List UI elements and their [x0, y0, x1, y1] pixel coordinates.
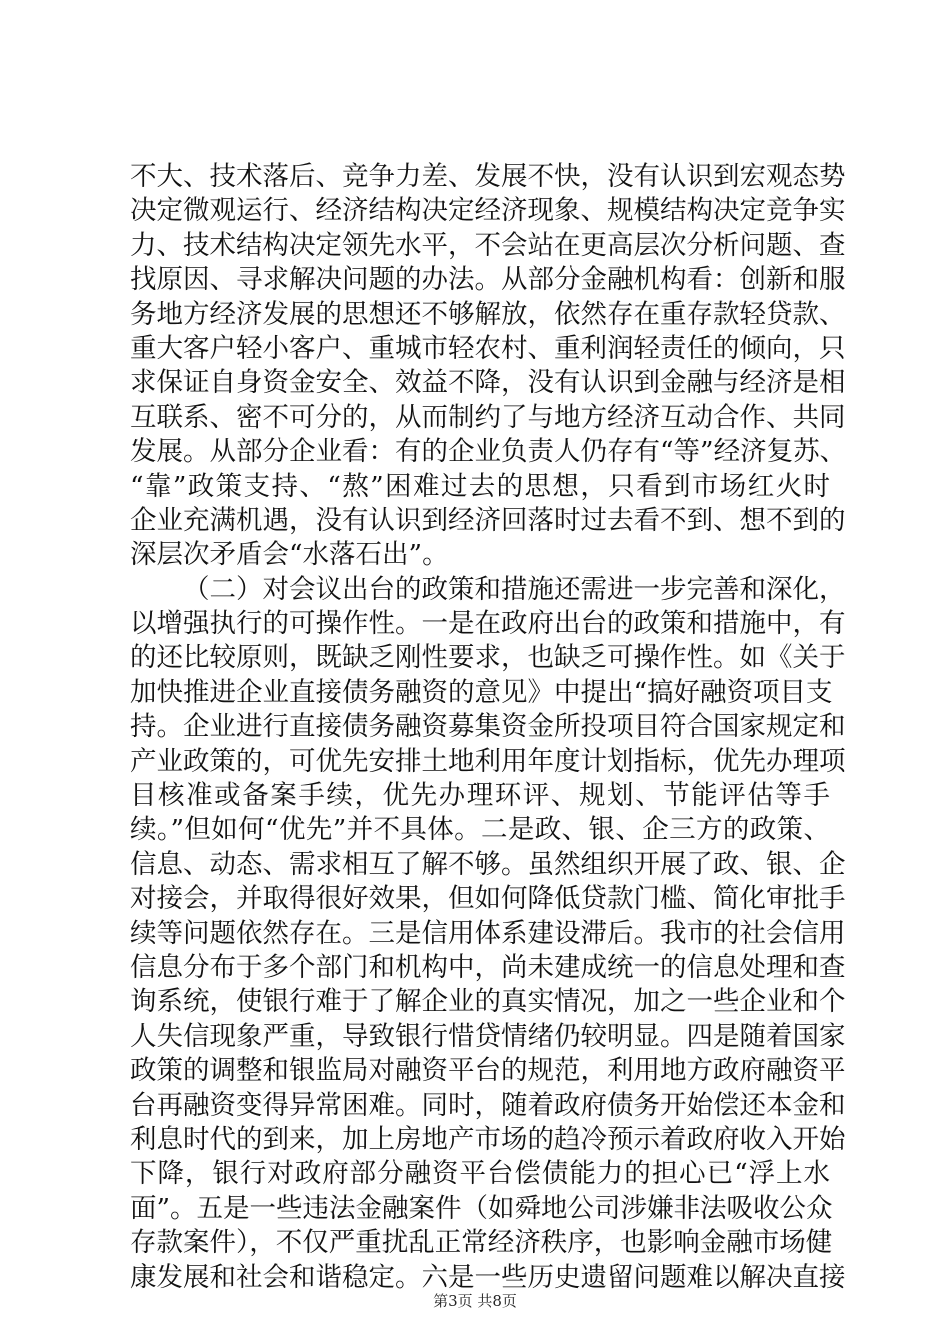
text-line: 企业充满机遇，没有认识到经济回落时过去看不到、想不到的: [130, 504, 846, 536]
page-footer: [0, 1290, 950, 1311]
text-line: （二）对会议出台的政策和措施还需进一步完善和深化，: [183, 573, 846, 605]
text-line: 目核准或备案手续，优先办理环评、规划、节能评估等手: [130, 780, 830, 812]
text-line: 台再融资变得异常困难。同时，随着政府债务开始偿还本金和: [130, 1089, 846, 1121]
text-line: 持。企业进行直接债务融资募集资金所投项目符合国家规定和: [130, 711, 846, 743]
text-line: 决定微观运行、经济结构决定经济现象、规模结构决定竞争实: [130, 195, 846, 227]
text-line: 人失信现象严重，导致银行惜贷情绪仍较明显。四是随着国家: [130, 1020, 846, 1052]
text-line: 下降，银行对政府部分融资平台偿债能力的担心已“浮上水: [130, 1158, 830, 1190]
document-body: [130, 160, 847, 1295]
text-line: 利息时代的到来，加上房地产市场的趋冷预示着政府收入开始: [130, 1123, 846, 1155]
text-line: 找原因、寻求解决问题的办法。从部分金融机构看：创新和服: [130, 264, 846, 296]
text-line: 康发展和社会和谐稳定。六是一些历史遗留问题难以解决直接: [130, 1261, 846, 1293]
paragraph-2: [130, 573, 846, 1295]
text-line: 力、技术结构决定领先水平，不会站在更高层次分析问题、查: [130, 229, 846, 261]
text-line: “靠”政策支持、“熬”困难过去的思想，只看到市场红火时: [130, 470, 830, 502]
text-line: 续。”但如何“优先”并不具体。二是政、银、企三方的政策、: [130, 814, 830, 846]
text-line: 加快推进企业直接债务融资的意见》中提出“搞好融资项目支: [130, 676, 833, 708]
text-line: 的还比较原则，既缺乏刚性要求，也缺乏可操作性。如《关于: [130, 642, 846, 674]
text-line: 询系统，使银行难于了解企业的真实情况，加之一些企业和个: [130, 986, 846, 1018]
text-line: 深层次矛盾会“水落石出”。: [130, 539, 449, 571]
text-line: 以增强执行的可操作性。一是在政府出台的政策和措施中，有: [130, 608, 846, 640]
text-line: 信息、动态、需求相互了解不够。虽然组织开展了政、银、企: [130, 848, 846, 880]
text-line: 重大客户轻小客户、重城市轻农村、重利润轻责任的倾向，只: [130, 332, 846, 364]
text-line: 面”。五是一些违法金融案件（如舜地公司涉嫌非法吸收公众: [130, 1192, 833, 1224]
text-line: 对接会，并取得很好效果，但如何降低贷款门槛、简化审批手: [130, 883, 846, 915]
page-number: 第3页 共8页: [433, 1292, 517, 1310]
text-line: 互联系、密不可分的，从而制约了与地方经济互动合作、共同: [130, 401, 846, 433]
text-line: 产业政策的，可优先安排土地利用年度计划指标，优先办理项: [130, 745, 846, 777]
text-line: 发展。从部分企业看：有的企业负责人仍存有“等”经济复苏、: [130, 436, 847, 468]
text-line: 不大、技术落后、竞争力差、发展不快，没有认识到宏观态势: [130, 161, 846, 192]
text-line: 续等问题依然存在。三是信用体系建设滞后。我市的社会信用: [130, 917, 846, 949]
text-line: 政策的调整和银监局对融资平台的规范，利用地方政府融资平: [130, 1055, 846, 1087]
text-line: 务地方经济发展的思想还不够解放，依然存在重存款轻贷款、: [130, 298, 846, 330]
paragraph-1: [130, 160, 847, 573]
text-line: 存款案件），不仅严重扰乱正常经济秩序，也影响金融市场健: [130, 1227, 833, 1259]
text-line: 信息分布于多个部门和机构中，尚未建成统一的信息处理和查: [130, 951, 846, 983]
text-line: 求保证自身资金安全、效益不降，没有认识到金融与经济是相: [130, 367, 846, 399]
